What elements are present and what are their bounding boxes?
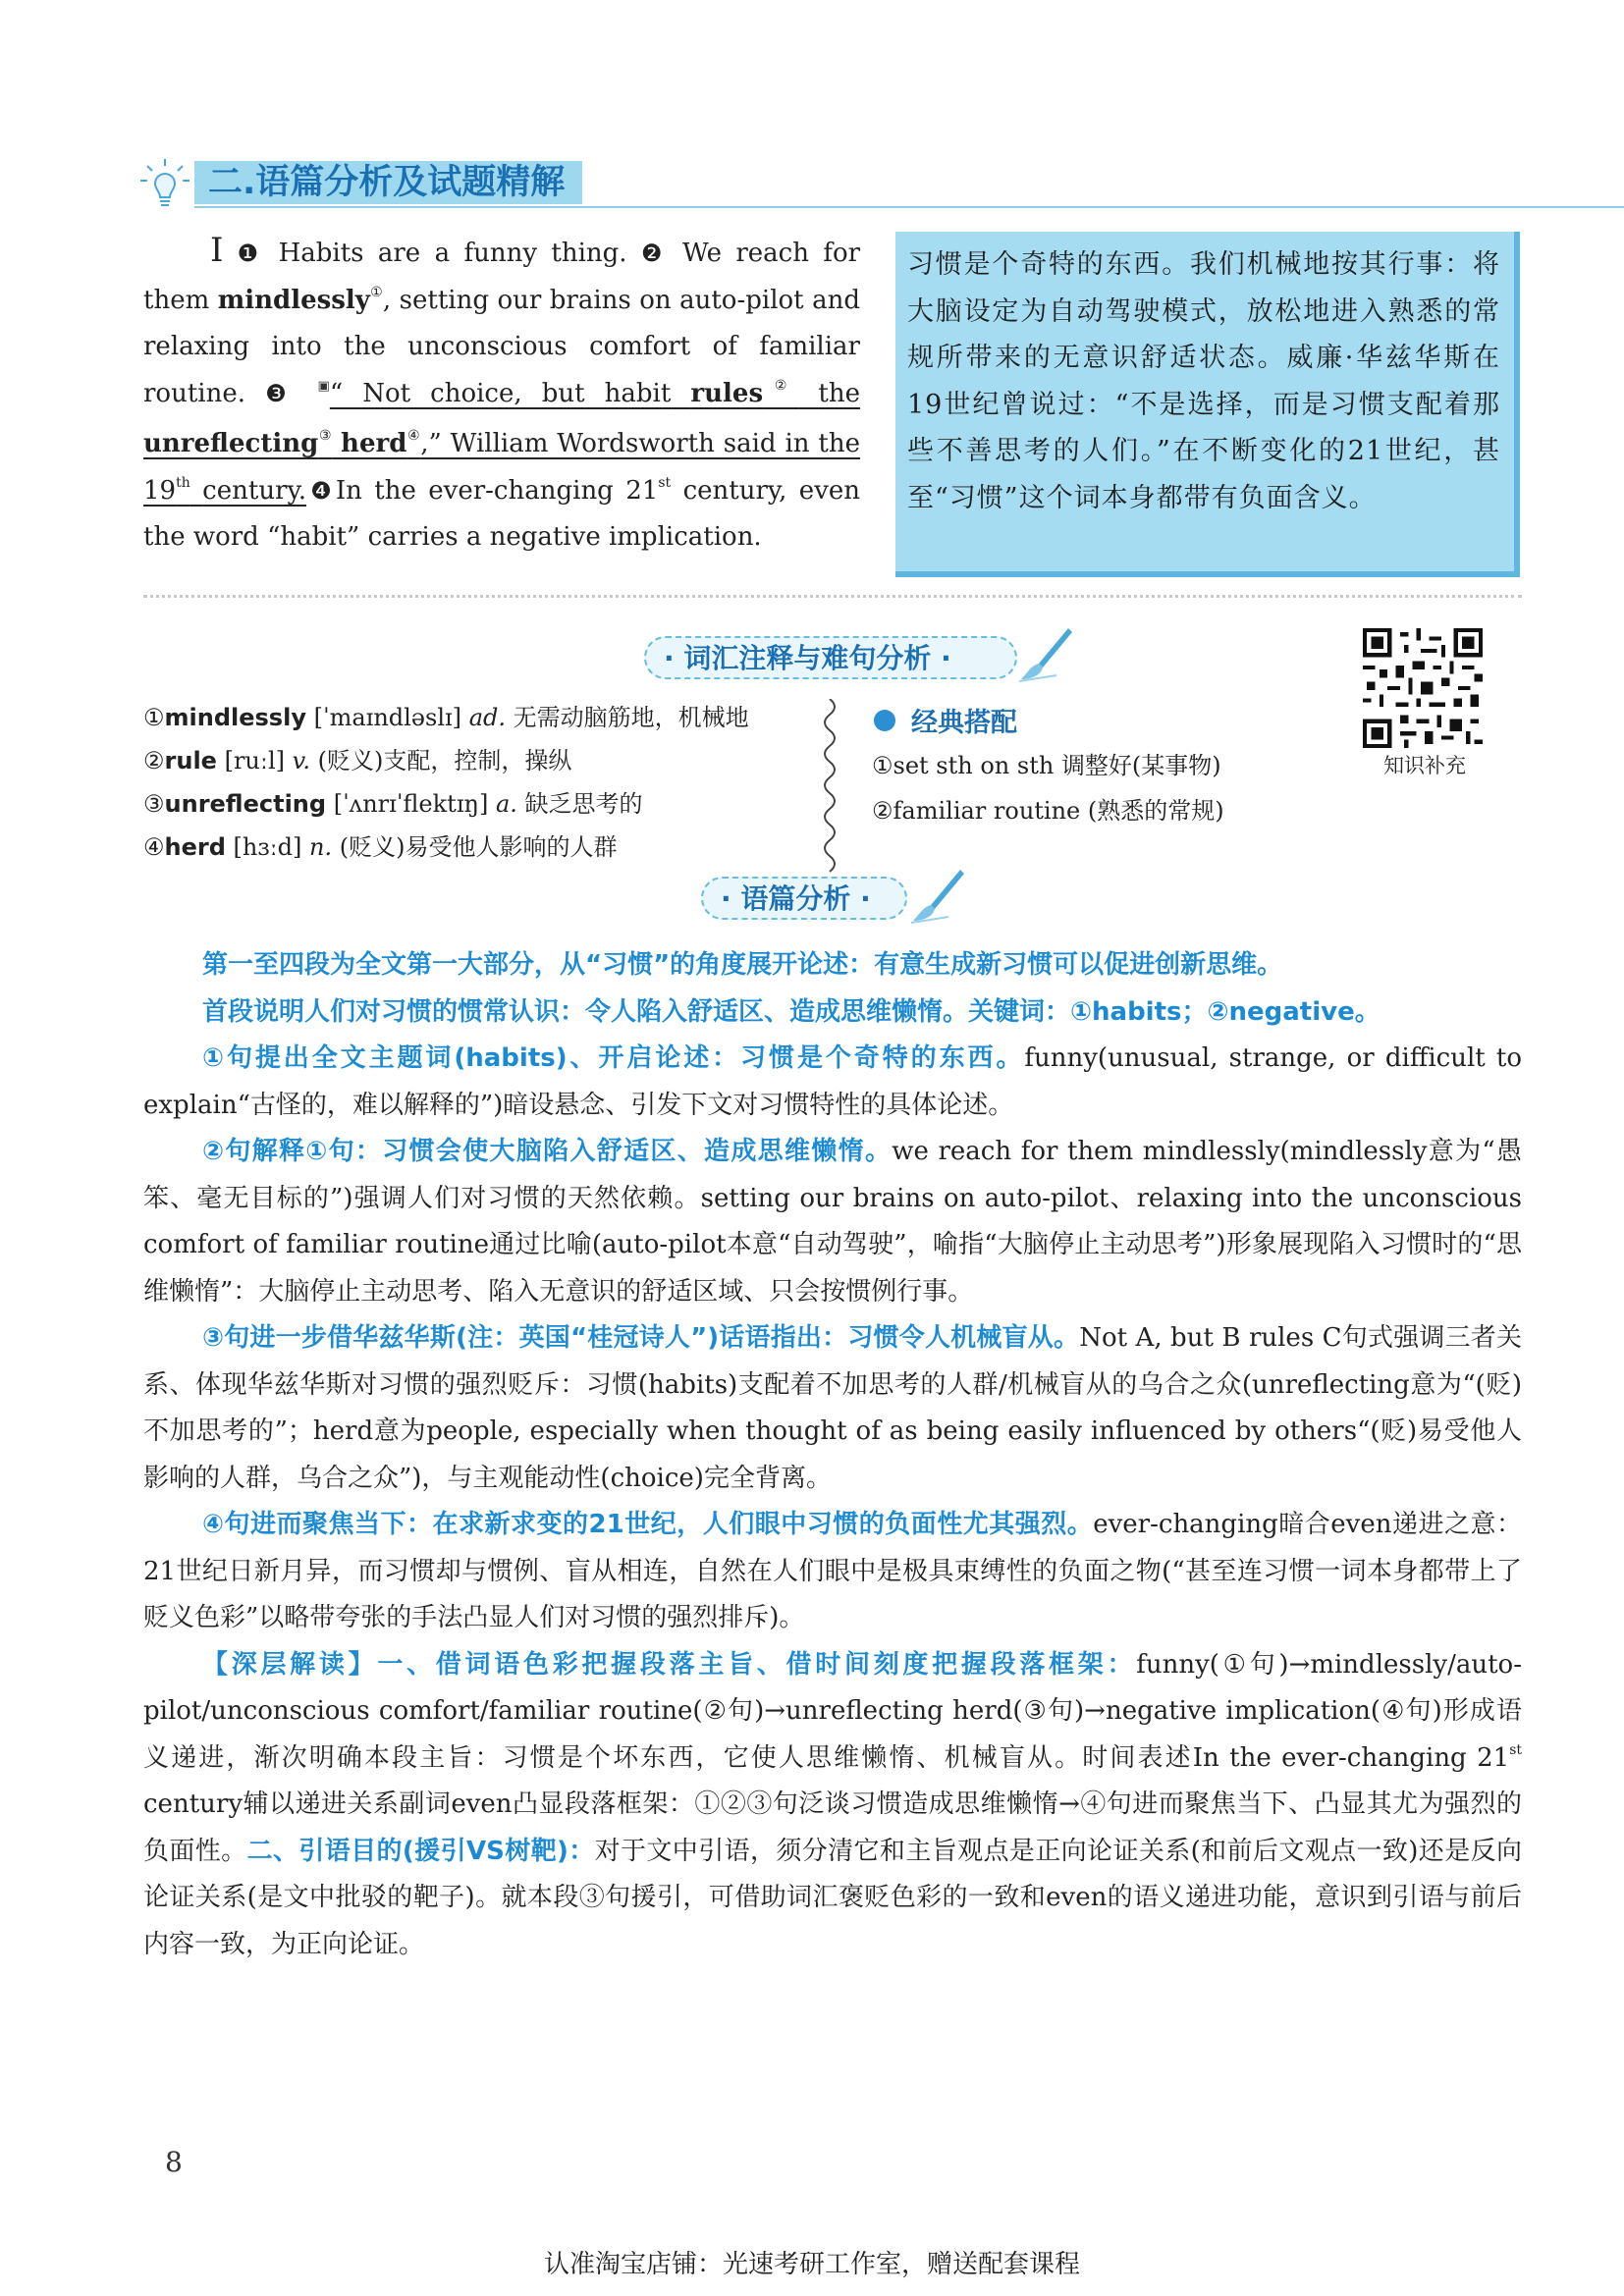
- footnote-mark: ②: [763, 377, 799, 394]
- analysis-p5: [143, 1315, 1522, 1502]
- vocab-item: [143, 832, 618, 862]
- vocab-item: [143, 789, 643, 819]
- superscript: st: [658, 474, 672, 491]
- vocab-herd: herd: [341, 429, 407, 458]
- vocab-phonetic: [ˈʌnrɪˈflektɪŋ]: [333, 790, 489, 818]
- brush-icon: [909, 866, 968, 925]
- analysis-p6: [143, 1502, 1522, 1642]
- analysis-key: 二、引语目的(援引VS树靶)：: [246, 1836, 595, 1866]
- page-number: 8: [165, 2146, 183, 2178]
- vocab-pos: n.: [309, 833, 333, 861]
- vocab-heading: · 词汇注释与难句分析 ·: [644, 636, 1017, 679]
- vocab-item: [143, 703, 749, 732]
- vocab-def: 无需动脑筋地，机械地: [513, 704, 749, 731]
- vocab-mindlessly: mindlessly: [217, 285, 370, 315]
- analysis-text: we reach for them mindlessly(mindlessly意为“愚笨、毫无目标的”)强调人们对习惯的天然依赖。setting our brains on auto-pilot、relaxing into the unconscious comfort of familiar routine通过比喻(auto-pilot本意“自动驾驶”，喻指“大脑停止主动思考”)形象展现陷入习惯时的“思维懒惰”：大脑停止主动思考、陷入无意识的舒适区域、只会按惯例行事。: [143, 1137, 1522, 1307]
- sentence-4-b: century, even the word “habit” carries a negative implication.: [143, 475, 861, 552]
- header-rule: [194, 206, 1624, 208]
- sentence-2-a: We reach for them: [143, 239, 861, 315]
- vocab-num: ②: [143, 747, 165, 774]
- analysis-key: ①句提出全文主题词(habits)、开启论述：习惯是个奇特的东西。: [202, 1043, 1025, 1073]
- analysis-key: ③句进一步借华兹华斯(注：英国“桂冠诗人”)话语指出：习惯令人机械盲从。: [202, 1323, 1080, 1353]
- wavy-divider: [815, 699, 844, 876]
- sentence-num: ❹: [306, 476, 336, 505]
- quote-d: century.: [202, 475, 306, 506]
- analysis-text: ever-changing暗合even递进之意：21世纪日新月异，而习惯却与惯例、盲从相连，自然在人们眼中是极具束缚性的负面之物(“甚至连习惯一词本身都带上了贬义色彩”以略带夸张的手法凸显人们对习惯的强烈排斥)。: [143, 1510, 1522, 1632]
- quote-b: the: [818, 378, 860, 408]
- analysis-key: ②句解释①句：习惯会使大脑陷入舒适区、造成思维懒惰。: [202, 1137, 893, 1166]
- section-header: [137, 157, 1522, 210]
- quote-a: “ Not choice, but habit: [329, 378, 672, 408]
- superscript: th: [176, 474, 190, 491]
- brush-icon: [1017, 624, 1076, 683]
- sentence-2-b: , setting our brains on auto-pilot and relaxing into the unconscious comfort of familiar routine.: [143, 285, 860, 408]
- vocab-rules: rules: [690, 378, 764, 408]
- vocab-def: (贬义)支配，控制，操纵: [317, 747, 572, 774]
- sentence-num: ❸: [265, 379, 298, 407]
- vocab-word: rule: [164, 747, 217, 774]
- vocab-pos: ad.: [468, 704, 506, 731]
- quote-c: ,” William Wordsworth said in the 19: [143, 429, 860, 506]
- sentence-4-a: In the ever-changing 21: [335, 475, 659, 506]
- passage-english: [143, 228, 860, 561]
- analysis-p7: [143, 1642, 1522, 1969]
- sentence-1: Habits are a funny thing.: [278, 239, 627, 268]
- vocab-pos: v.: [292, 747, 310, 774]
- vocab-num: ③: [143, 790, 165, 818]
- analysis-key: ④句进而聚焦当下：在求新求变的21世纪，人们眼中习惯的负面性尤其强烈。: [202, 1510, 1094, 1539]
- footer-note: 认准淘宝店铺：光速考研工作室，赠送配套课程: [543, 2250, 1080, 2279]
- translation-box: 习惯是个奇特的东西。我们机械地按其行事：将大脑设定为自动驾驶模式，放松地进入熟悉的常规所带来的无意识舒适状态。威廉·华兹华斯在19世纪曾说过：“不是选择，而是习惯支配着那些不善思考的人们。”在不断变化的21世纪，甚至“习惯”这个词本身都带有负面含义。: [895, 232, 1520, 577]
- analysis-p2: 首段说明人们对习惯的惯常认识：令人陷入舒适区、造成思维懒惰。关键词：①habits；②negative。: [202, 996, 1380, 1027]
- vocab-def: 缺乏思考的: [524, 790, 643, 818]
- analysis-heading: · 语篇分析 ·: [701, 877, 907, 920]
- analysis-key: 【深层解读】一、借词语色彩把握段落主旨、借时间刻度把握段落框架：: [202, 1649, 1137, 1680]
- collocation-item: ②familiar routine (熟悉的常规): [872, 797, 1224, 825]
- sentence-num: ❷: [640, 240, 669, 267]
- section-title: 二.语篇分析及试题精解: [194, 161, 582, 204]
- divider: [143, 595, 1522, 598]
- analysis-text: 对于文中引语，须分清它和主旨观点是正向论证关系(和前后文观点一致)还是反向论证关系(是文中批驳的靶子)。就本段③句援引，可借助词汇褒贬色彩的一致和even的语义递进功能，意识到引语与前后内容一致，为正向论证。: [143, 1836, 1522, 1959]
- vocab-phonetic: [ruːl]: [224, 747, 286, 774]
- vocab-num: ①: [143, 704, 165, 731]
- vocab-word: mindlessly: [164, 704, 306, 731]
- analysis-p4: [143, 1129, 1522, 1315]
- footnote-mark: ③: [318, 428, 333, 444]
- analysis-text: funny(unusual, strange, or difficult to explain“古怪的，难以解释的”)暗设悬念、引发下文对习惯特性的具体论述。: [143, 1043, 1522, 1120]
- analysis-body: [143, 942, 1522, 1968]
- qr-label: 知识补充: [1383, 754, 1466, 777]
- analysis-p3: [143, 1036, 1522, 1129]
- bullet-dot-icon: [874, 710, 895, 731]
- vocab-item: [143, 746, 571, 775]
- superscript: st: [1509, 1741, 1522, 1758]
- collocation-title: 经典搭配: [911, 708, 1017, 738]
- difficult-sentence-icon: ▣: [317, 378, 330, 394]
- analysis-p1: 第一至四段为全文第一大部分，从“习惯”的角度展开论述：有意生成新习惯可以促进创新思维。: [202, 950, 1283, 980]
- vocab-word: unreflecting: [164, 790, 327, 818]
- lightbulb-icon: [137, 157, 192, 210]
- analysis-text: funny(①句)→mindlessly/auto-pilot/unconscious comfort/familiar routine(②句)→unreflecting herd(③句)→negative implication(④句)形成语义递进，渐次明确本段主旨：习惯是个坏东西，它使人思维懒惰、机械盲从。时间表述In the ever-changing 21: [143, 1649, 1522, 1773]
- footnote-mark: ④: [406, 428, 421, 444]
- qr-code-icon[interactable]: [1363, 628, 1483, 748]
- paragraph-mark: Ⅰ: [210, 231, 230, 270]
- footnote-mark: ①: [369, 284, 383, 300]
- vocab-phonetic: [hɜːd]: [233, 833, 302, 861]
- analysis-text: Not A, but B rules C句式强调三者关系、体现华兹华斯对习惯的强烈贬斥：习惯(habits)支配着不加思考的人群/机械盲从的乌合之众(unreflecting意为“(贬)不加思考的”；herd意为people, especially when thought of as being easily influenced by others“(贬)易受他人影响的人群，乌合之众”)，与主观能动性(choice)完全背离。: [143, 1323, 1522, 1493]
- vocab-unreflecting: unreflecting: [143, 429, 319, 458]
- collocation-item: ①set sth on sth 调整好(某事物): [872, 752, 1221, 779]
- vocab-num: ④: [143, 833, 165, 861]
- vocab-word: herd: [164, 833, 226, 861]
- vocab-def: (贬义)易受他人影响的人群: [339, 833, 618, 861]
- analysis-text: century辅以递进关系副词even凸显段落框架：①②③句泛谈习惯造成思维懒惰→④句进而聚焦当下、凸显其尤为强烈的负面性。: [143, 1789, 1522, 1866]
- vocab-phonetic: [ˈmaɪndləslɪ]: [313, 704, 462, 731]
- sentence-num: ❶: [237, 240, 265, 267]
- vocab-pos: a.: [495, 790, 517, 818]
